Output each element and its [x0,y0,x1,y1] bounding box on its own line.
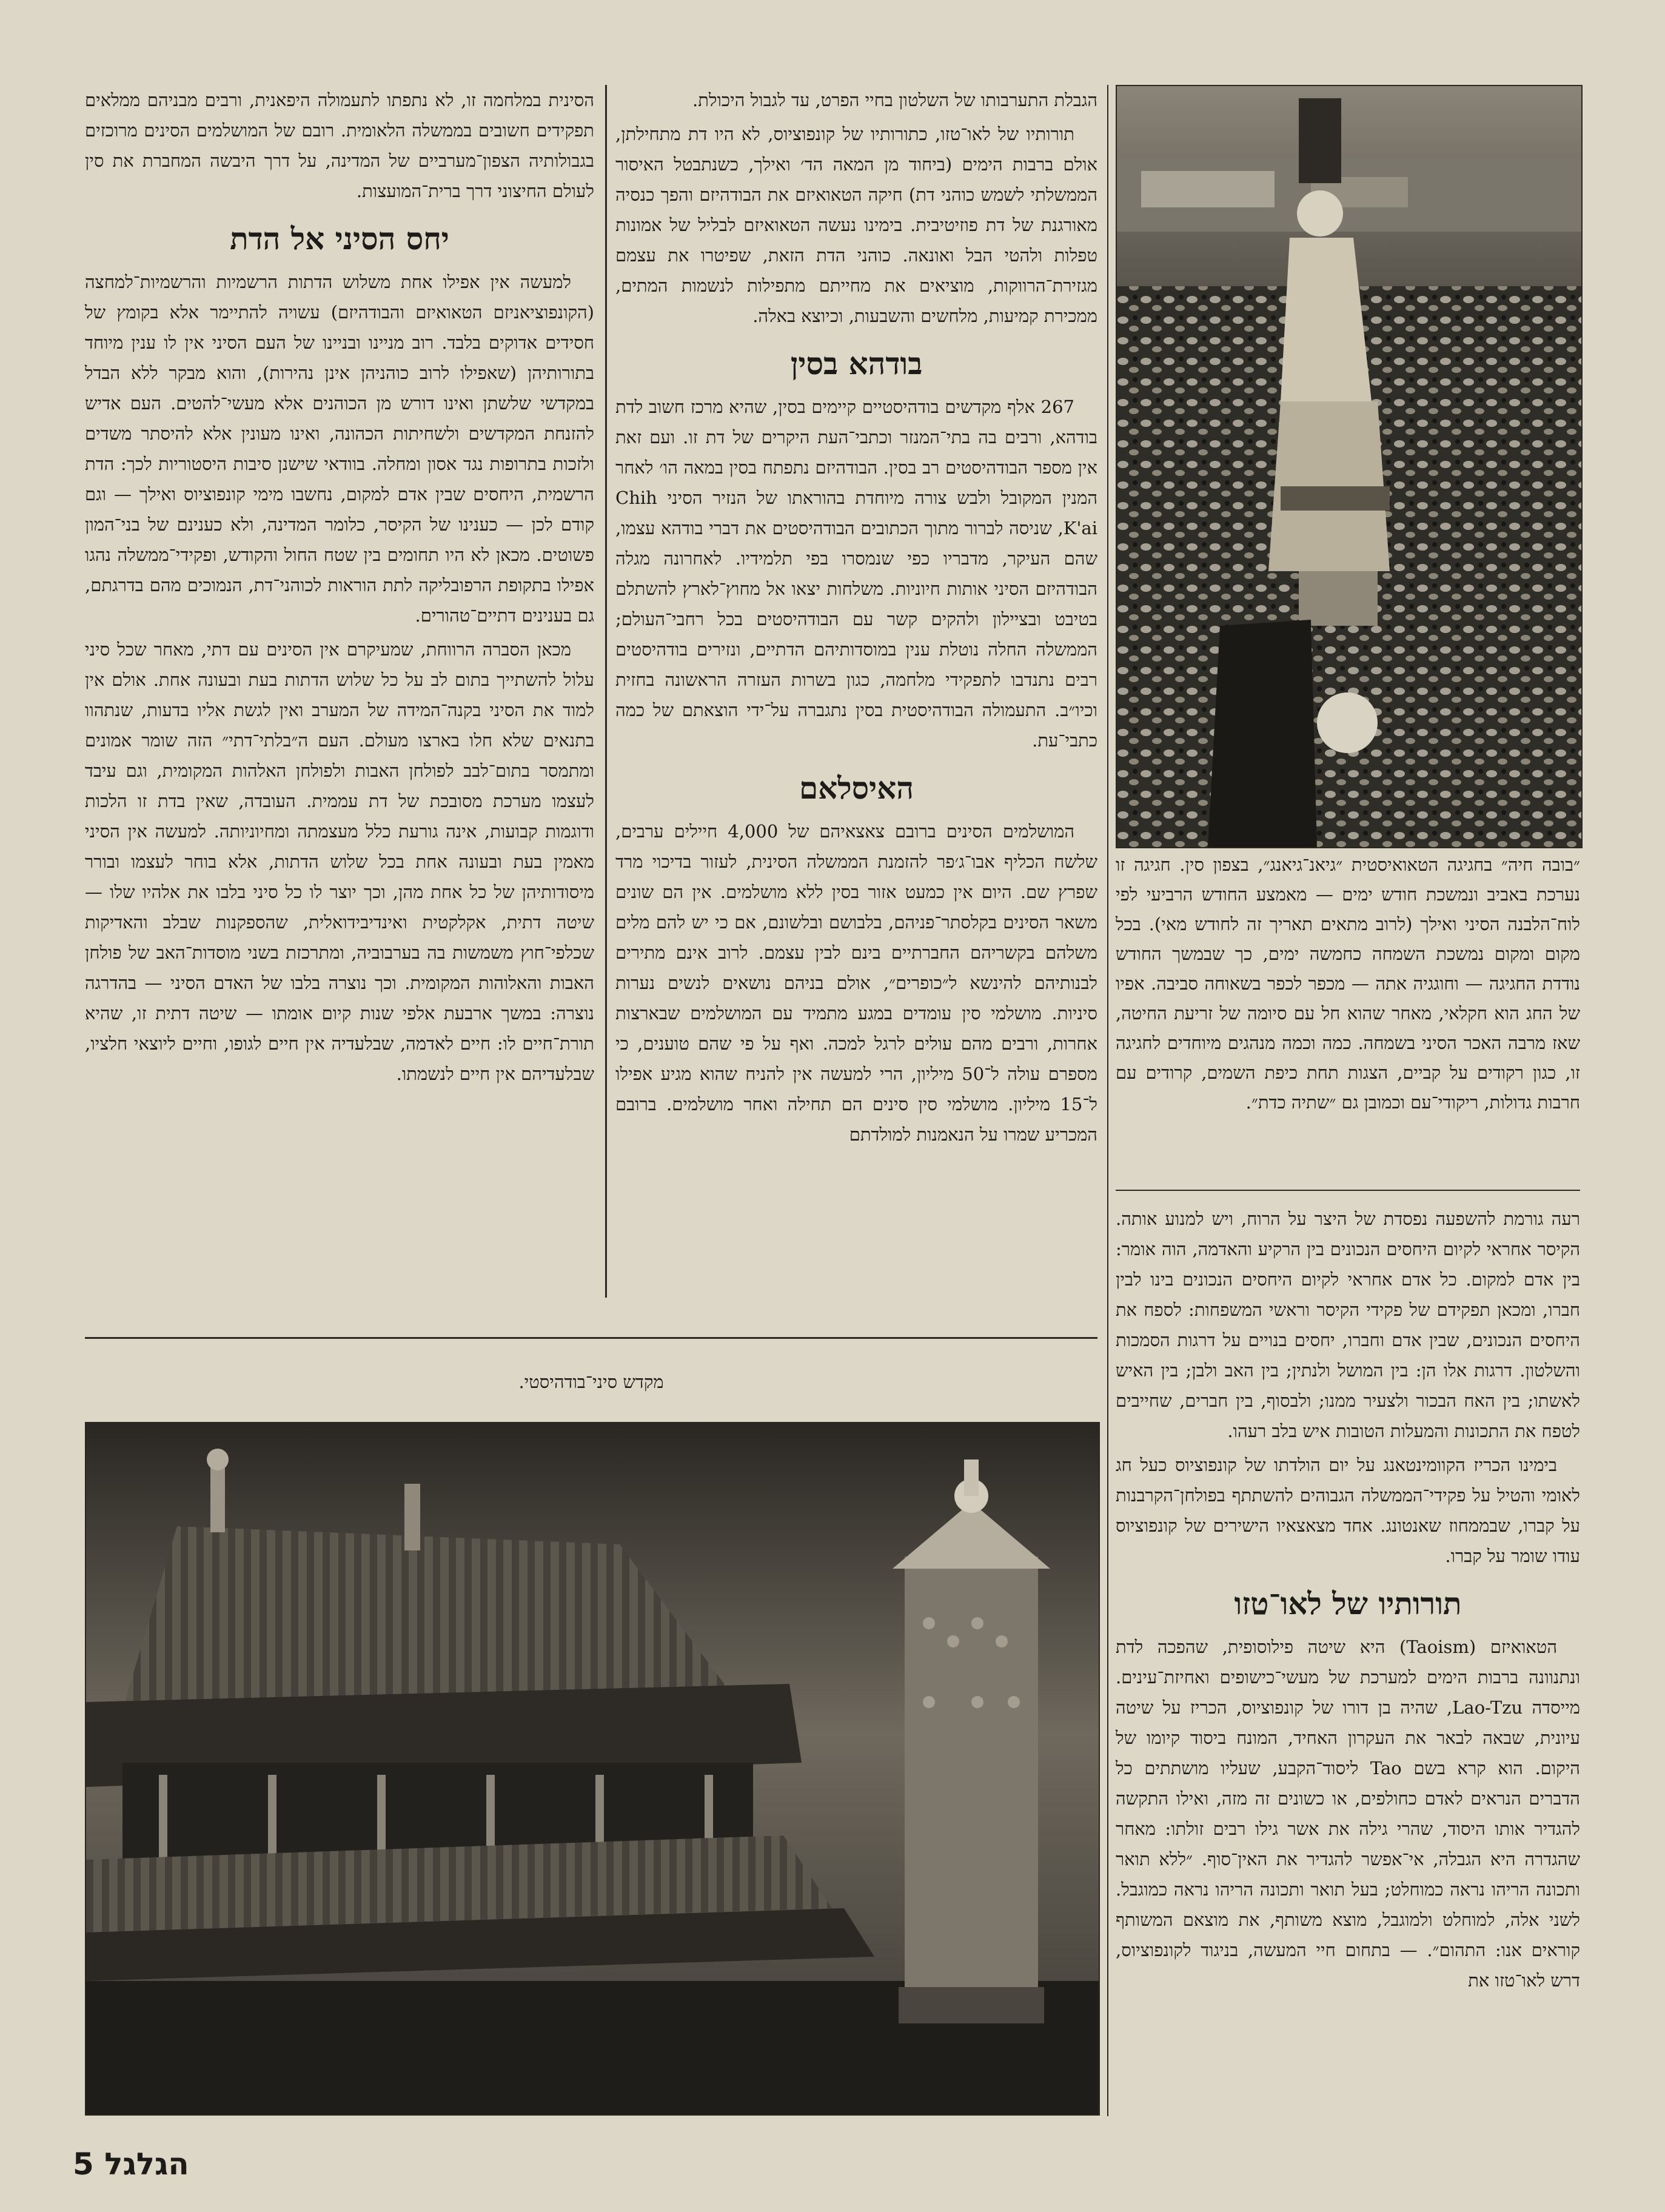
page-folio [73,2147,189,2182]
col3-paragraph-4: המושלמים הסינים ברובם צאצאיהם של 4,000 חיילים ערבים, שלשח הכליף אבו־ג׳פר להזמנת הממשלה הסינית, לעזור בדיכוי מרד שפרץ שם. היום אין כמעט אזור בסין ללא מושלמים. אין הם שונים משאר הסינים בקלסתר־פניהם, בלבושם ובלשונם, אם כי יש להם מלים משלהם בקשריהם החברתיים בינם לבין עצמם. לרוב אינם מתירים לבנותיהם להינשא ל״כופרים״, אולם בניהם נושאים לנשים נערות סיניות. מושלמי סין עומדים במגע מתמיד עם המושלמים שבארצות אחרות, ורבים מהם עולים לרגל למכה. ואף על פי שהם טוענים, כי מספרם עולה ל־50 מיליון, הרי למעשה אין להניח שהוא מגיע אפילו ל־15 מיליון. מושלמי סין סינים הם תחילה ואחר מושלמים. ברובם המכריע שמרו על הנאמנות למולדתם [615,821,1097,1145]
caption-top-text: ״בובה חיה״ בחגיגה הטאואיסטית ״גיאנ־גיאנג״, בצפון סין. חגיגה זו נערכת באביב ונמשכת חודש ימים — מאמצע החודש הרביעי לפי לוח־הלבנה הסיני ואילך (לרוב מתאים תאריך זה לחודש מאי). בכל מקום ומקום נמשכת השמחה כחמשה ימים, כך שבמשך החודש נודדת החגיגה — וחוגגיה אתה — מכפר לכפר בשאוחה סביבה. אפיו של החג הוא חקלאי, מאחר שהוא חל עם סיומה של זריעת החיטה, שאז מרבה האכר הסיני בשמחה. כמה וכמה מנהגים מיוחדים לחגיגה זו, כגון רקודים על קביים, הצגות תחת כיפת השמים, קרודים עם חרבות גדולות, ריקודי־עם וכמובן גם ״שתיה כדת״. [1116,854,1580,1113]
col1b-paragraph-1: רעה גורמת להשפעה נפסדת של היצר על הרוח, ויש למנוע אותה. הקיסר אחראי לקיום היחסים הנכונים בין הרקיע והאדמה, הוה אומר: בין אדם למקום. כל אדם אחראי לקיום היחסים הנכונים בינו לבין חברו, ומכאן תפקידם של פקידי הקיסר וראשי המשפחות: לספח את היחסים הנכונים, שבין אדם וחברו, יחסים בנויים על דרגות הסמכות והשלטון. דרגות אלו הן: בין המושל ולנתין; בין האב ולבן; בין האיש לאשתו; בין האח הבכור ולצעיר ממנו; ולבסוף, בין חברים, שחייבים לטפח את התכונות והמעלות הטובות איש בלב רעהו. [1116,1208,1580,1441]
festival-crowd-image [1117,86,1581,847]
heading-chinese-attitude-to-religion: יחס הסיני אל הדת [230,221,449,256]
column-middle [615,85,1097,1153]
col3-paragraph-1: הגבלת התערבותו של השלטון בחיי הפרט, עד לגבול היכולת. [692,90,1097,110]
col4-paragraph-3: מכאן הסברה הרווחת, שמעיקרם אין הסינים עם דתי, מאחר שכל סיני עלול להשתייך בתום לב על כל שלוש הדתות בעת ובעונה אחת. אולם אין למוד את הסיני בקנה־המידה של המערב ואין לגשת אליו בדעות, שנתהוו בתנאים שלא חלו בארצו מעולם. העם ה״בלתי־דתי״ הזה שומר אמונים ומתמסר בתום־לבב לפולחן האבות ולפולחן האלהות המקומית, וגם עיבד לעצמו מערכת מסובכת של דת עממית. העובדה, שאין בדת זו הלכות ודוגמות קבועות, אינה גורעת כלל מעצמתה ומחיוניותה. למעשה אין הסיני מאמין בעת ובעונה אחת בכל שלוש הדתות, אלא בוחר לעצמו ובורר מיסודותיהן של כל אחת מהן, וכך יוצר לו כל סיני בלבו את אלהיו שלו — שיטה דתית, אקלקטית ואינדיבידואלית, שהספקנות שבלב והאדיקות שכלפי־חוץ משמשות בה בערבוביה, ומתרכזת בשני מוסדות־האב של פולחן האבות והאלוהות המקומית. וכך נוצרה בלבו של האדם הסיני — בהדרגה נוצרה: במשך ארבעת אלפי שנות קיום אומתו — שיטה דתית זו, שהיא תורת־חיים לו: חיים לאדמה, שבלעדיה אין חיים לגופו, וחיים ליוצאי חלציו, שבלעדיהם אין חיים לנשמתו. [85,639,594,1084]
column-divider-right [1107,85,1108,2116]
photo-living-doll-festival [1116,85,1583,848]
col1b-paragraph-3: הטאואיזם (Taoism) היא שיטה פילוסופית, שהפכה לדת ונתנוונה ברבות הימים למערכת של מעשי־כישופים ואחיזת־עינים. מייסדה Lao-Tzu, שהיה בן דורו של קונפוציוס, הכריז על שיטה עיונית, שבאה לבאר את העקרון האחיד, המונח ביסוד קיומו של היקום. הוא קרא בשם Tao ליסוד־הקבע, שעליו מושתתים כל הדברים הנראים לאדם כחולפים, או כשונים זה מזה, ואילו התקשה להגדיר אותו היסוד, שהרי גילה את אשר גילו רבים זולתו: מאחר שהגדרה היא הגבלה, אי־אפשר להגדיר את האין־סוף. ״ללא תואר ותכונה הריהו נראה כמוחלט; בעל תואר ותכונה הריהו נראה כמוגבל. לשני אלה, למוחלט ולמוגבל, מוצא משותף, את מוצאם המשותף קוראים אנו: התהום״. — בתחום חיי המעשה, בניגוד לקונפוציוס, דרש לאו־טזו את [1116,1637,1580,1991]
heading-buddha-in-china: בודהא בסין [790,346,923,381]
caption-divider [1116,1190,1580,1191]
photo-buddhist-temple [85,1422,1100,2116]
col4-paragraph-1: הסינית במלחמה זו, לא נתפתו לתעמולה היפאנית, ורבים מבניהם ממלאים תפקידים חשובים בממשלה הלאומית. רובם של המושלמים הסינים מרוכזים בגבולותיה הצפון־מערביים של המדינה, על דרך היבשה המחברת את סין לעולם החיצוני דרך ברית־המועצות. [85,90,594,201]
col3-paragraph-2: תורותיו של לאו־טזו, כתורותיו של קונפוציוס, לא היו דת מתחילתן, אולם ברבות הימים (ביחוד מן המאה הד׳ ואילך, כשנתבטל האיסור הממשלתי לשמש כוהני דת) חיקה הטאואיזם את הבודהיזם והפך כנסיה מאורגנת של דת פוזיטיבית. בימינו נעשה הטאואיזם לבליל של אמונות טפלות ולהטי הבל ואונאה. כוהני הדת הזאת, שפיטרו את עצמם מגזירת־הרווקות, מוציאים את מחייתם מתפילות לנשמות המתים, ממכירת קמיעות, מלחשים והשבעות, וכיוצא באלה. [615,124,1097,326]
column-divider-upper [605,85,607,1298]
heading-islam: האיסלאם [799,770,914,806]
temple-image [86,1423,1099,2114]
col1b-paragraph-2: בימינו הכריז הקוומינטאנג על יום הולדתו של קונפוציוס כעל חג לאומי והטיל על פקידי־הממשלה הגבוהים להשתתף בפולחן־הקרבנות על קברו, שבממחוז שאנטונג. אחד מצאצאיו הישירים של קונפוציוס עודו שומר על קברו. [1116,1455,1580,1566]
column-right-lower [1116,1204,1580,1999]
heading-teachings-of-lao-tzu: תורותיו של לאו־טזו [1234,1586,1462,1621]
col3-paragraph-3: 267 אלף מקדשים בודהיסטיים קיימים בסין, שהיא מרכז חשוב לדת בודהא, ורבים בה בתי־המנזר וכתבי־העת היקרים של דת זו. ועם זאת אין מספר הבודהיסטים רב בסין. הבודהיזם נתפתח בסין במאה הו׳ לאחר המנין המקובל ולבש צורה מיוחדת בהוראתו של הנזיר הסיני Chih K'ai, שניסה לברור מתוך הכתובים הבודהיסטים את דברי בודהא עצמו, שהם העיקר, מדבריו כפי שנמסרו בפי תלמידיו. לאחרונה מגלה הבודהיזם הסיני אותות חיוניות. משלחות יצאו אל מחוץ־לארץ להשתלם בטיבט ובציילון ולהקים קשר עם הבודהיסטים בכל רחבי־העולם; הממשלה החלה נוטלת ענין במוסדותיהם הדתיים, ונזירים בודהיסטים רבים נתנדבו לתפקידי מלחמה, כגון בשרות העזרה הראשונה בחזית וכיו״ב. התעמולה הבודהיסטית בסין נתגברה על־ידי הוצאתם של כמה כתבי־עת. [615,397,1097,751]
page-number: 5 [73,2147,94,2182]
column-left [85,85,594,1093]
caption-bottom: מקדש סיני־בודהיסטי. [518,1372,664,1392]
section-divider [85,1337,1097,1339]
magazine-name: הגלגל [104,2147,189,2182]
caption-top [1116,850,1580,1121]
col4-paragraph-2: למעשה אין אפילו אחת משלוש הדתות הרשמיות והרשמיות־למחצה (הקונפוציאניזם הטאואיזם והבודהיזם) עשויה להתיימר אלא בקומץ של חסידים אדוקים בלבד. רוב מניינו ובניינו של העם הסיני אין לו ענין מיוחד בתורותיהן (שאפילו לרוב כוהניהן אינן נהירות), והוא מבקר ללא הבדל במקדשי שלשתן ואינו דורש מן הכוהנים אלא מעשי־להטים. העם אדיש להזנחת המקדשים ולשחיתות הכהונה, ואינו מעונין אלא להיסתר משדים ולזכות בתרופות נגד אסון ומחלה. בוודאי שישנן סיבות היסטוריות לכך: הדת הרשמית, היחסים שבין אדם למקום, נחשבו מימי קונפוציוס ואילך — וגם קודם לכן — כענינו של הקיסר, כלומר המדינה, ולא כענינם של בני־המון פשוטים. מכאן לא היו תחומים בין שטח החול והקודש, ופקידי־ממשלה נהגו אפילו בתקופת הרפובליקה לתת הוראות לכוהני־דת, הנמוכים מהם בדרגתם, גם בענינים דתיים־טהורים. [85,272,594,626]
